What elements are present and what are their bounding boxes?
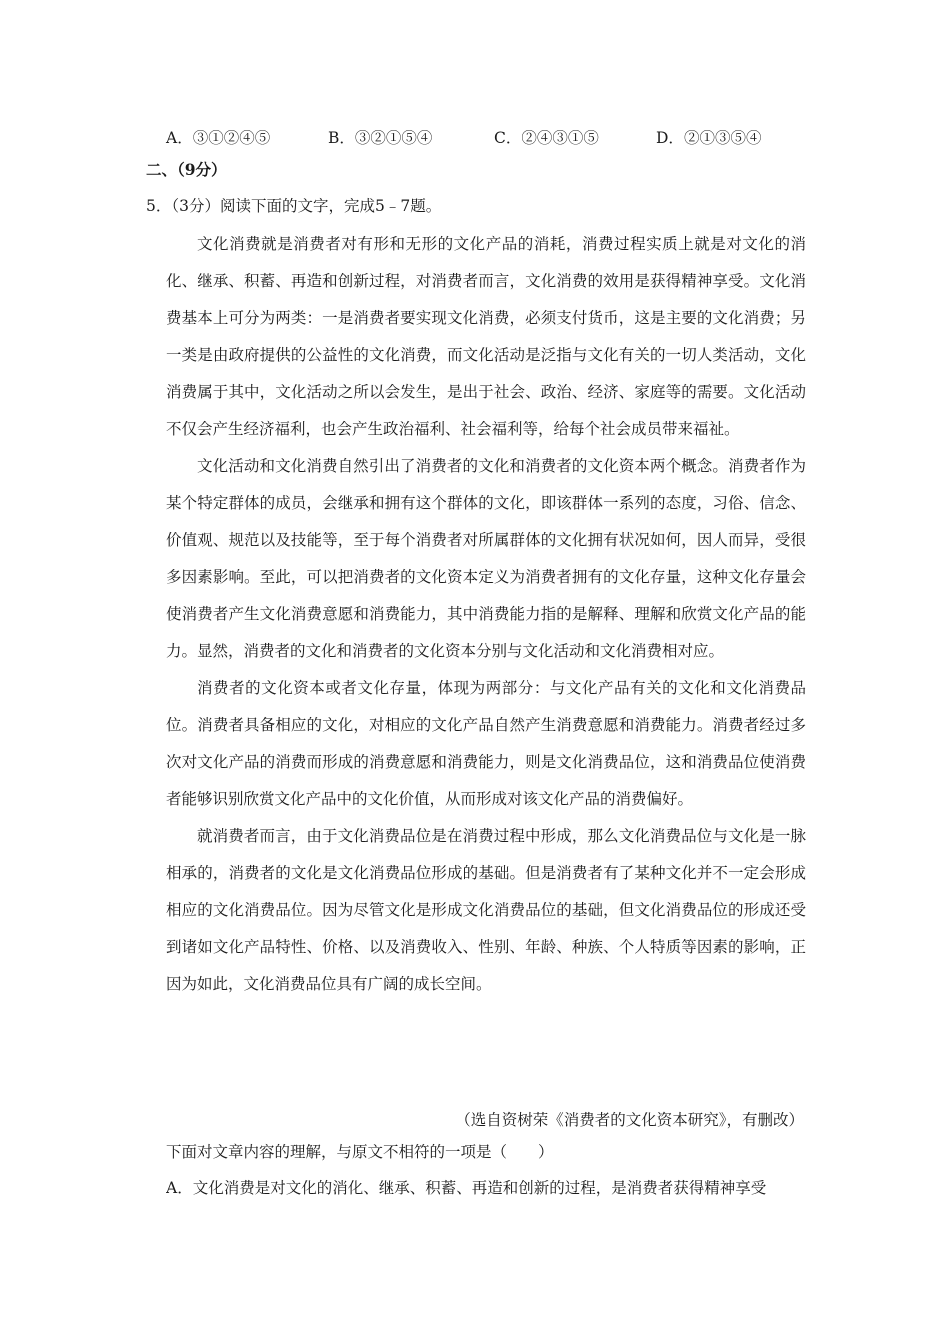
previous-question-options bbox=[166, 126, 806, 150]
reading-passage bbox=[166, 226, 806, 1003]
passage-paragraph-4: 就消费者而言，由于文化消费品位是在消费过程中形成，那么文化消费品位与文化是一脉相承的，消费者的文化是文化消费品位形成的基础。但是消费者有了某种文化并不一定会形成相应的文化消费品位。因为尽管文化是形成文化消费品位的基础，但文化消费品位的形成还受到诸如文化产品特性、价格、以及消费收入、性别、年龄、种族、个人特质等因素的影响，正因为如此，文化消费品位具有广阔的成长空间。 bbox=[166, 827, 806, 993]
question-number: 5． bbox=[146, 197, 172, 215]
option-d-text: ②①③⑤④ bbox=[683, 129, 762, 147]
option-b-text: ③②①⑤④ bbox=[354, 129, 433, 147]
passage-source: （选自资树荣《消费者的文化资本研究》，有删改） bbox=[455, 1111, 804, 1129]
option-c-text: ②④③①⑤ bbox=[521, 129, 599, 147]
passage-paragraph-3: 消费者的文化资本或者文化存量，体现为两部分：与文化产品有关的文化和文化消费品位。消费者具备相应的文化，对相应的文化产品自然产生消费意愿和消费能力。消费者经过多次对文化产品的消费而形成的消费意愿和消费能力，则是文化消费品位，这和消费品位使消费者能够识别欣赏文化产品中的文化价值，从而形成对该文化产品的消费偏好。 bbox=[166, 679, 806, 808]
answer-option-a-text: 文化消费是对文化的消化、继承、积蓄、再造和创新的过程，是消费者获得精神享受 bbox=[192, 1179, 767, 1197]
option-c[interactable] bbox=[494, 126, 599, 150]
passage-paragraph-1: 文化消费就是消费者对有形和无形的文化产品的消耗，消费过程实质上就是对文化的消化、继承、积蓄、再造和创新过程，对消费者而言，文化消费的效用是获得精神享受。文化消费基本上可分为两类：一是消费者要实现文化消费，必须支付货币，这是主要的文化消费；另一类是由政府提供的公益性的文化消费，而文化活动是泛指与文化有关的一切人类活动，文化消费属于其中，文化活动之所以会发生，是出于社会、政治、经济、家庭等的需要。文化活动不仅会产生经济福利，也会产生政治福利、社会福利等，给每个社会成员带来福祉。 bbox=[166, 235, 806, 438]
question-prompt: 下面对文章内容的理解，与原文不相符的一项是（ ） bbox=[166, 1143, 554, 1161]
option-c-label: C． bbox=[494, 129, 522, 147]
option-a-text: ③①②④⑤ bbox=[192, 129, 271, 147]
answer-option-a[interactable] bbox=[166, 1174, 806, 1202]
option-b-label: B． bbox=[328, 129, 355, 147]
answer-option-a-label: A． bbox=[166, 1179, 193, 1197]
option-d[interactable] bbox=[656, 126, 761, 150]
section-title: 二、（9分） bbox=[146, 160, 227, 179]
question-header bbox=[146, 194, 441, 218]
option-b[interactable] bbox=[328, 126, 432, 150]
option-a[interactable] bbox=[166, 126, 270, 150]
question-text: （3分）阅读下面的文字，完成5﹣7题。 bbox=[171, 197, 442, 215]
option-a-label: A． bbox=[166, 129, 193, 147]
passage-paragraph-2: 文化活动和文化消费自然引出了消费者的文化和消费者的文化资本两个概念。消费者作为某个特定群体的成员，会继承和拥有这个群体的文化，即该群体一系列的态度，习俗、信念、价值观、规范以及技能等，至于每个消费者对所属群体的文化拥有状况如何，因人而异，受很多因素影响。至此，可以把消费者的文化资本定义为消费者拥有的文化存量，这种文化存量会使消费者产生文化消费意愿和消费能力，其中消费能力指的是解释、理解和欣赏文化产品的能力。显然，消费者的文化和消费者的文化资本分别与文化活动和文化消费相对应。 bbox=[166, 457, 806, 660]
option-d-label: D． bbox=[656, 129, 684, 147]
